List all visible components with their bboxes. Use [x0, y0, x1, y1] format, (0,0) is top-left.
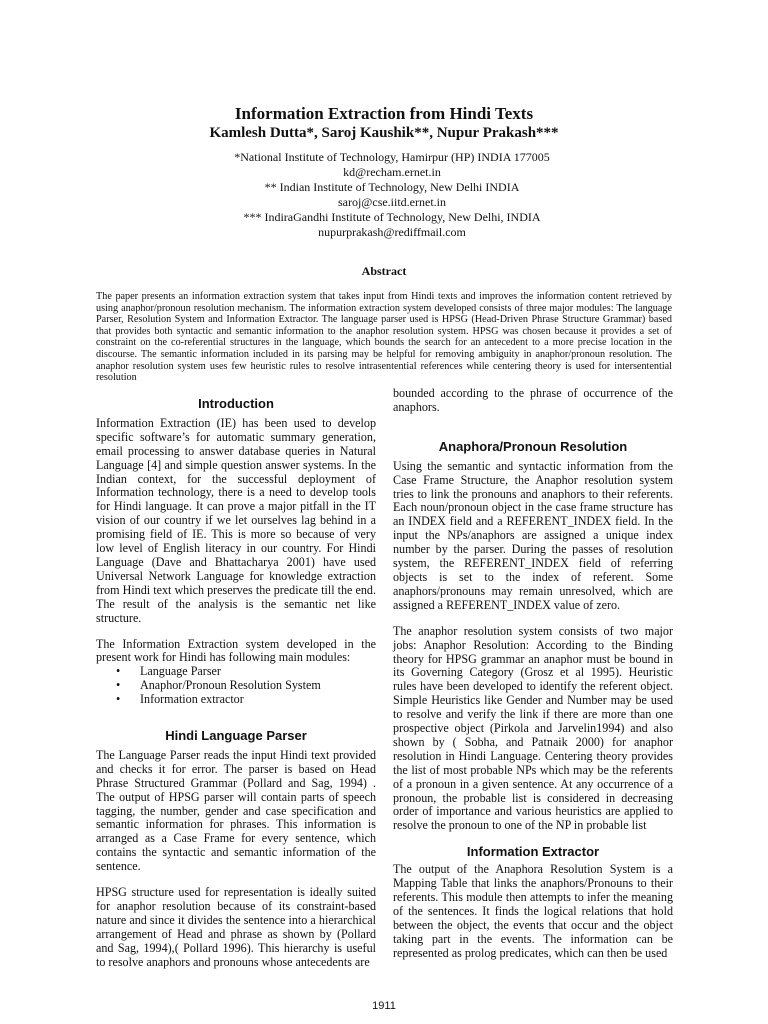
affiliations [120, 150, 664, 240]
section-heading-hindi-language-parser: Hindi Language Parser [165, 728, 307, 744]
affiliation-line: *** IndiraGandhi Institute of Technology, New Delhi, INDIA [243, 210, 541, 224]
introduction-paragraph: Information Extraction (IE) has been used to develop specific software’s for automatic summary generation, email processing to answer database queries in Natural Language [4] and simple question answer systems. In the Indian context, for the successful deployment of Information technology, there is a need to develop tools for Hindi language. It can prove a major pitfall in the IT vision of our country if we let ourselves lag behind in a promising field of IE. This is more so because of very low level of English literacy in our country. For Hindi Language (Dave and Bhattacharya 2001) have used Universal Network Language for knowledge extraction from Hindi text which preserves the predicate till the end. The result of the analysis is the semantic net like structure. [96, 415, 376, 625]
list-item: • Language Parser [96, 665, 376, 679]
continuation-paragraph: bounded according to the phrase of occurrence of the anaphors. [393, 386, 673, 414]
affiliation-email: kd@recham.ernet.in [343, 165, 441, 179]
affiliation-line: *National Institute of Technology, Hamirpur (HP) INDIA 177005 [234, 150, 550, 164]
affiliation-email: saroj@cse.iitd.ernet.in [337, 195, 447, 209]
right-column [393, 387, 673, 961]
abstract-text: The paper presents an information extraction system that takes input from Hindi texts and improves the information content retrieved by using anaphor/pronoun resolution mechanism. The information extraction system developed consists of three major modules: The language Parser, Resolution System and Information Extractor. The language parser used is HPSG (Head-Driven Phrase Structure Grammar) based that provides both syntactic and semantic information to the anaphor resolution system. HPSG was chosen because it provides a set of constraint on the co-referential structures in the language, which bounds the search for an antecedent to a more precise location in the discourse. The semantic information included in its parsing may be helpful for removing ambiguity in anaphor/pronoun resolution. The anaphor resolution system uses few heuristic rules to resolve intrasentential references while centering theory is used for intersentential resolution [96, 291, 672, 384]
section-heading-introduction: Introduction [198, 396, 274, 411]
parser-paragraph: The Language Parser reads the input Hindi text provided and checks it for error. The parser is based on Head Phrase Structured Grammar (Pollard and Sag, 1994) . The output of HPSG parser will contain parts of speech tagging, the number, gender and case specification and semantic information for phrases. This information is arranged as a Case Frame for every sentence, which contains the syntactic and semantic information of the sentence. [96, 747, 376, 874]
list-item: • Information extractor [96, 693, 376, 707]
anaphora-paragraph: Using the semantic and syntactic information from the Case Frame Structure, the Anaphor resolution system tries to link the pronouns and anaphors to their referents. Each noun/pronoun object in the case frame structure has an INDEX field and a REFERENT_INDEX field. In the input the NPs/anaphors are assigned a unique index number by the parser. During the passes of resolution system, the REFERENT_INDEX field of referring objects is set to the index of referent. Some anaphors/pronouns may remain unresolved, which are assigned a REFERENT_INDEX value of zero. [393, 458, 673, 612]
introduction-paragraph: The Information Extraction system developed in the present work for Hindi has following main modules: [96, 636, 376, 665]
paper-title: Information Extraction from Hindi Texts [234, 104, 534, 123]
abstract-heading: Abstract [361, 264, 407, 278]
section-heading-information-extractor: Information Extractor [466, 844, 600, 860]
affiliation-line: ** Indian Institute of Technology, New Delhi INDIA [264, 180, 520, 194]
page-number: 1911 [372, 1000, 396, 1012]
affiliation-email: nupurprakash@rediffmail.com [318, 225, 466, 239]
parser-paragraph: HPSG structure used for representation is ideally suited for anaphor resolution because of its constraint-based nature and since it divides the sentence into a hierarchical arrangement of Head and phrase as shown by (Pollard and Sag, 1994),( Pollard 1996). This hierarchy is useful to resolve anaphors and pronouns whose antecedents are [96, 885, 376, 969]
author-list: Kamlesh Dutta*, Saroj Kaushik**, Nupur Prakash*** [209, 125, 559, 141]
anaphora-paragraph: The anaphor resolution system consists of two major jobs: Anaphor Resolution: According to the Binding theory for HPSG grammar an anaphor must be bound in its Governing Category (Grosz et al 1995). Heuristic rules have been developed to identify the referent object. Simple Heuristics like Gender and Number may be used to resolve and verify the link if there are more than one prospective object (Pirkola and Jarvelin1994) and also shown by ( Sobha, and Patnaik 2000) for anaphor resolution in Hindi Language. Centering theory provides the list of most probable NPs which may be the referents of a pronoun in a given sentence. At any occurrence of a pronoun, the probable list is considered in decreasing order of importance and various heuristics are applied to resolve the pronoun to one of the NP in probable list [393, 623, 673, 833]
section-heading-anaphora-pronoun-resolution: Anaphora/Pronoun Resolution [438, 438, 628, 454]
left-column [96, 397, 376, 970]
list-item: • Anaphor/Pronoun Resolution System [96, 679, 376, 693]
extractor-paragraph: The output of the Anaphora Resolution System is a Mapping Table that links the anaphors/Pronouns to their referents. This module then attempts to infer the meaning of the sentences. It finds the logical relations that hold between the object, the events that occur and the object taking part in the events. The information can be represented as prolog predicates, which can then be used [393, 862, 673, 960]
module-list [96, 665, 376, 707]
